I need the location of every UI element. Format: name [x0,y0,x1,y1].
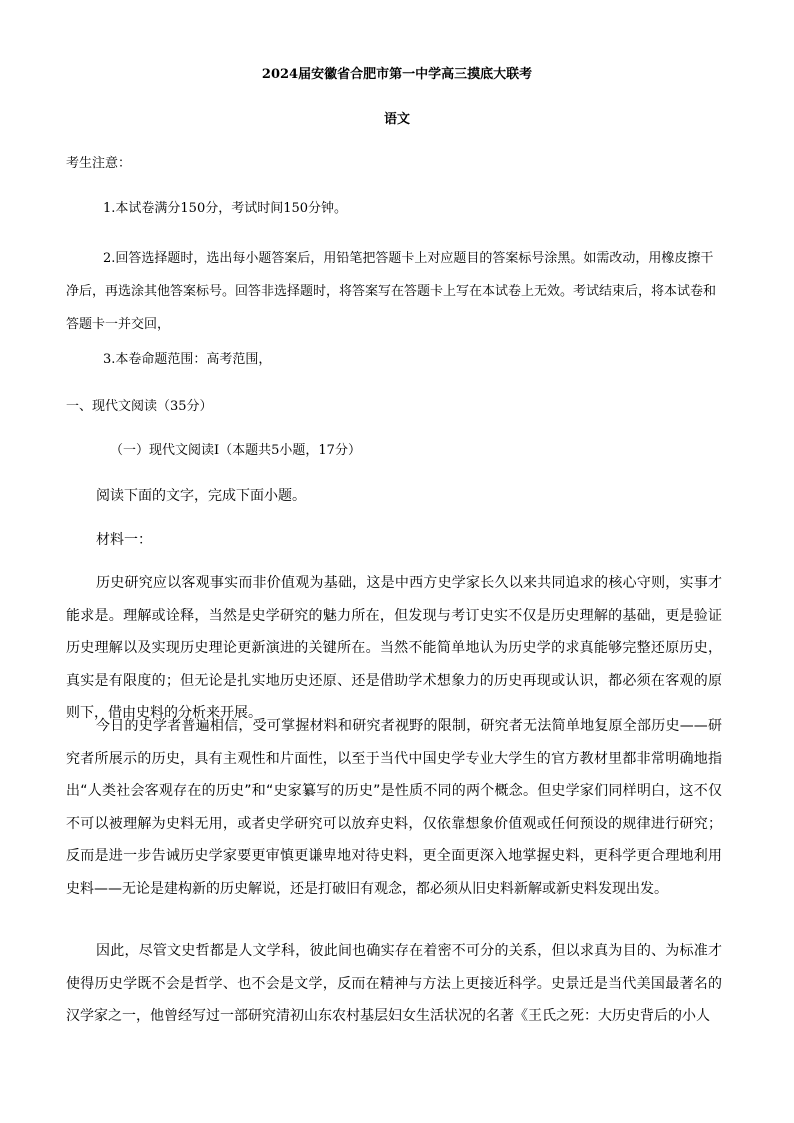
material-label: 材料一： [96,532,152,548]
exam-subject: 语文 [383,112,410,127]
exam-page [62,0,732,1123]
notice-item-2: 2.回答选择题时，选出每小题答案后，用铅笔把答题卡上对应题目的答案标号涂黑。如需改动，用橡皮擦干净后，再选涂其他答案标号。回答非选择题时，将答案写在答题卡上写在本试卷上无效。考试结束后，将本试卷和答题卡一并交回， [66,251,717,332]
passage-paragraph: 因此，尽管文史哲都是人文学科，彼此间也确实存在着密不可分的关系，但以求真为目的、为标准才使得历史学既不会是哲学、也不会是文学，反而在精神与方法上更接近科学。史景迁是当代美国最著名的汉学家之一，他曾经写过一部研究清初山东农村基层妇女生活状况的名著《王氏之死：大历史背后的小人 [66,943,722,1024]
exam-title: 2024届安徽省合肥市第一中学高三摸底大联考 [261,67,533,82]
reading-instruction: 阅读下面的文字，完成下面小题。 [96,488,306,504]
subsection-heading: （一）现代文阅读I（本题共5小题，17分） [110,443,361,458]
passage-paragraph: 历史研究应以客观事实而非价值观为基础，这是中西方史学家长久以来共同追求的核心守则，实事才能求是。理解或诠释，当然是史学研究的魅力所在，但发现与考订史实不仅是历史理解的基础，更是验证历史理解以及实现历史理论更新演进的关键所在。当然不能简单地认为历史学的求真能够完整还原历史，真实是有限度的；但无论是扎实地历史还原、还是借助学术想象力的历史再现或认识，都必须在客观的原则下，借由史料的分析来开展。 [66,575,722,721]
notice-item-1: 1.本试卷满分150分，考试时间150分钟。 [103,201,348,216]
notice-heading: 考生注意： [66,156,132,171]
section-heading: 一、现代文阅读（35分） [66,399,213,414]
notice-item-3: 3.本卷命题范围：高考范围， [103,352,272,367]
passage-paragraph: 今日的史学者普遍相信，受可掌握材料和研究者视野的限制，研究者无法简单地复原全部历史——研究者所展示的历史，具有主观性和片面性，以至于当代中国史学专业大学生的官方教材里都非常明确地指出“人类社会客观存在的历史”和“史家纂写的历史”是性质不同的两个概念。但史学家们同样明白，这不仅不可以被理解为史料无用，或者史学研究可以放弃史料，仅依靠想象价值观或任何预设的规律进行研究；反而是进一步告诫历史学家要更审慎更谦卑地对待史料，更全面更深入地掌握史料，更科学更合理地利用史料——无论是建构新的历史解说，还是打破旧有观念，都必须从旧史料新解或新史料发现出发。 [66,718,722,897]
